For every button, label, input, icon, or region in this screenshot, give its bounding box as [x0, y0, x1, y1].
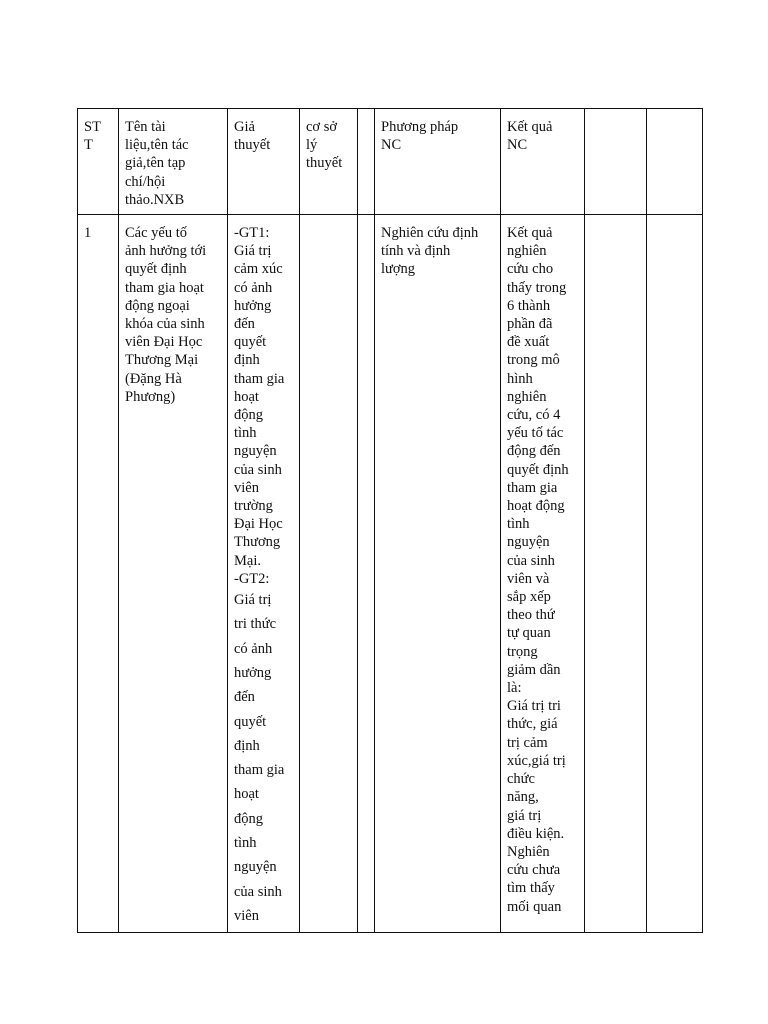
research-table — [77, 108, 703, 933]
header-empty-2 — [585, 109, 647, 215]
header-row — [78, 109, 703, 215]
cell-empty-1 — [358, 215, 375, 933]
header-phuong-phap: Phương pháp NC — [375, 109, 501, 215]
header-co-so-ly-thuyet: cơ sở lý thuyết — [300, 109, 358, 215]
gia-thuyet-gt1: -GT1: Giá trị cảm xúc có ảnh hưởng đến quyết định tham gia hoạt động tình nguyện của sinh viên trường Đại Học Thương Mại. -GT2: — [234, 225, 285, 587]
cell-empty-2 — [585, 215, 647, 933]
gia-thuyet-gt2: Giá trị tri thức có ảnh hưởng đến quyết định tham gia hoạt động tình nguyện của sinh viên — [234, 592, 285, 924]
header-stt: ST T — [78, 109, 119, 215]
header-gia-thuyet: Giả thuyết — [228, 109, 300, 215]
header-ket-qua: Kết quả NC — [501, 109, 585, 215]
cell-phuong-phap: Nghiên cứu định tính và định lượng — [375, 215, 501, 933]
cell-empty-3 — [647, 215, 703, 933]
cell-gia-thuyet — [228, 215, 300, 933]
cell-ket-qua: Kết quả nghiên cứu cho thấy trong 6 thành phần đã đề xuất trong mô hình nghiên cứu, có 4 yếu tố tác động đến quyết định tham gia hoạt động tình nguyện của sinh viên và sắp xếp theo thứ tự quan trọng giảm dần là: Giá trị tri thức, giá trị cảm xúc,giá trị chức năng, giá trị điều kiện. Nghiên cứu chưa tìm thấy mối quan — [501, 215, 585, 933]
cell-co-so-ly-thuyet — [300, 215, 358, 933]
cell-stt: 1 — [78, 215, 119, 933]
header-empty-1 — [358, 109, 375, 215]
header-empty-3 — [647, 109, 703, 215]
cell-ten-tai-lieu: Các yếu tố ảnh hưởng tới quyết định tham gia hoạt động ngoại khóa của sinh viên Đại Học Thương Mại (Đặng Hà Phương) — [119, 215, 228, 933]
table-row — [78, 215, 703, 933]
header-ten-tai-lieu: Tên tài liệu,tên tác giả,tên tạp chí/hội thảo.NXB — [119, 109, 228, 215]
